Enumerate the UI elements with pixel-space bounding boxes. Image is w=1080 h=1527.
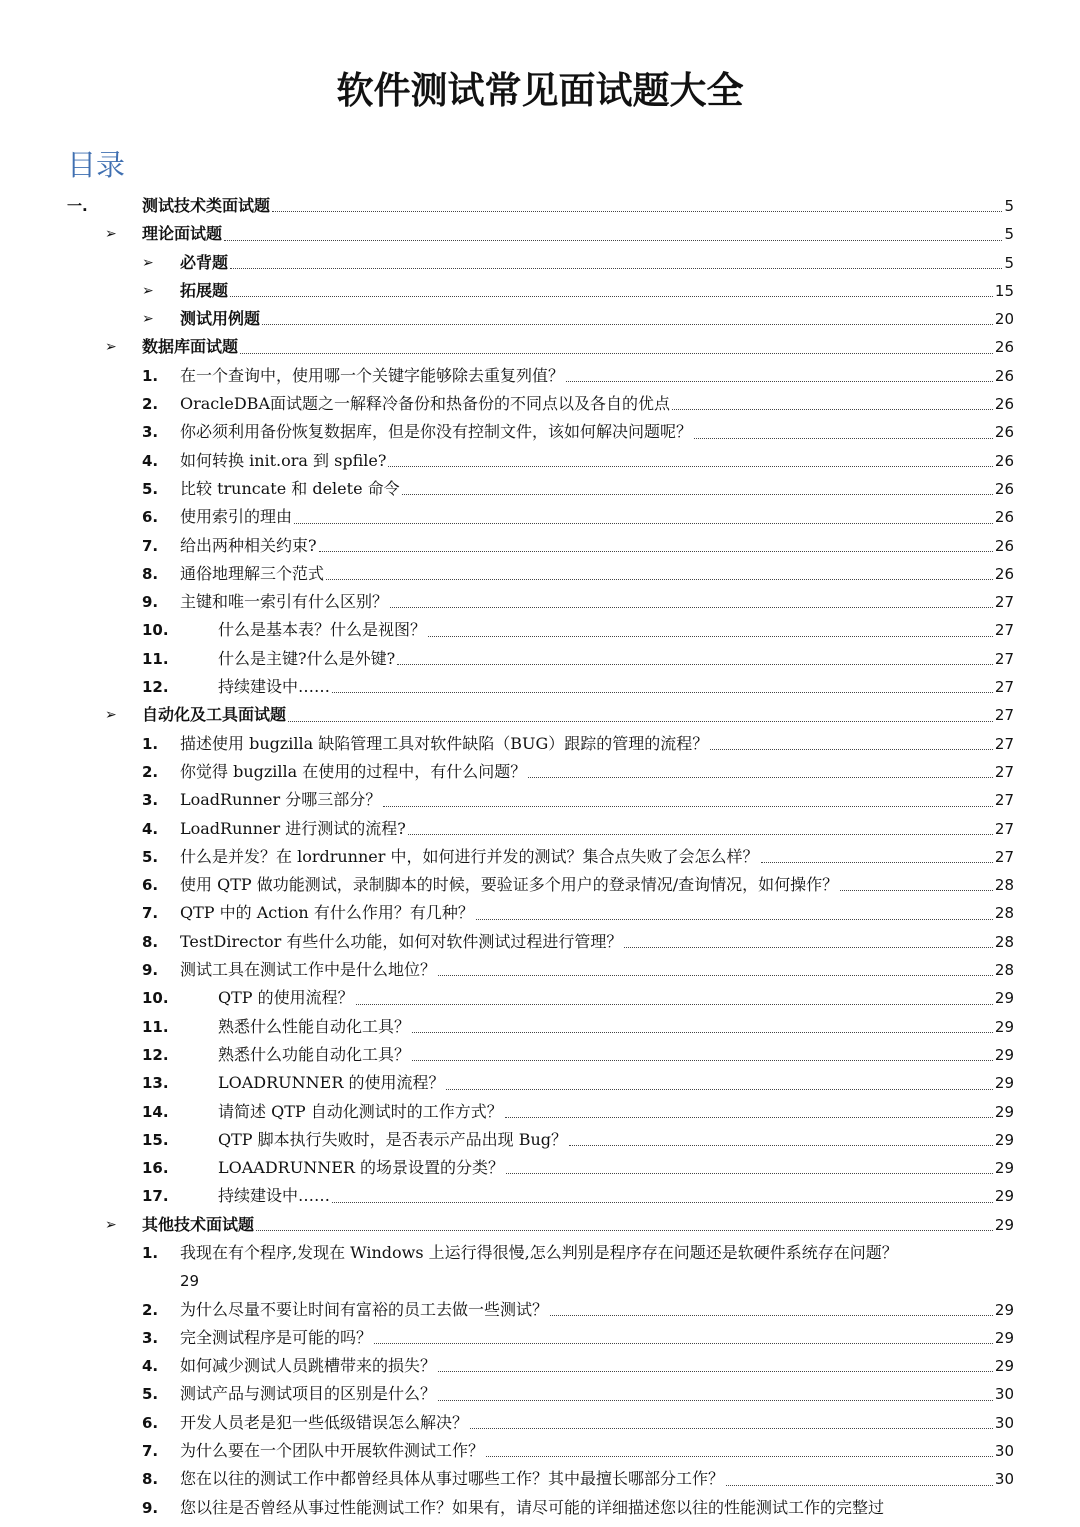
arrow-bullet-icon: ➢ xyxy=(105,707,117,724)
dot-leader xyxy=(840,889,993,891)
toc-entry[interactable] xyxy=(0,645,1080,673)
toc-entry-number: 2. xyxy=(142,1300,159,1319)
toc-entry-number: 11. xyxy=(142,649,169,668)
toc-entry-number: 3. xyxy=(142,791,159,810)
toc-entry-title: 测试工具在测试工作中是什么地位？ xyxy=(180,960,437,980)
toc-entry-page: 29 xyxy=(994,1102,1014,1121)
toc-entry[interactable] xyxy=(0,1013,1080,1041)
dot-leader xyxy=(476,918,993,920)
toc-entry-page: 28 xyxy=(994,904,1014,923)
toc-entry-number: 4. xyxy=(142,1357,159,1376)
toc-entry-number: 5. xyxy=(142,847,159,866)
toc-entry-number: 6. xyxy=(142,508,159,527)
dot-leader xyxy=(356,1003,993,1005)
toc-entry-page: 28 xyxy=(994,932,1014,951)
toc-entry-page: 20 xyxy=(994,310,1014,329)
toc-entry-title: QTP 的使用流程？ xyxy=(218,988,354,1008)
toc-entry[interactable] xyxy=(0,843,1080,871)
toc-entry-title: 为什么要在一个团队中开展软件测试工作？ xyxy=(180,1441,485,1461)
toc-entry[interactable] xyxy=(0,899,1080,927)
toc-entry-page: 29 xyxy=(994,1130,1014,1149)
toc-entry-number: 12. xyxy=(142,678,169,697)
toc-entry-page: 29 xyxy=(994,1187,1014,1206)
toc-entry[interactable] xyxy=(0,1409,1080,1437)
toc-entry-title: 请简述 QTP 自动化测试时的工作方式？ xyxy=(218,1101,503,1121)
toc-entry[interactable] xyxy=(0,1465,1080,1493)
toc-entry-title: 你觉得 bugzilla 在使用的过程中，有什么问题？ xyxy=(180,761,527,781)
toc-entry-page: 27 xyxy=(994,791,1014,810)
dot-leader xyxy=(694,437,993,439)
toc-entry-title: LOADRUNNER 的使用流程？ xyxy=(218,1073,445,1093)
toc-entry-title: 自动化及工具面试题 xyxy=(142,705,287,725)
toc-entry[interactable] xyxy=(0,220,1080,248)
toc-entry[interactable] xyxy=(0,928,1080,956)
dot-leader xyxy=(408,833,993,835)
dot-leader xyxy=(506,1172,993,1174)
toc-entry-page: 26 xyxy=(994,451,1014,470)
toc-entry-number: 6. xyxy=(142,1413,159,1432)
toc-entry[interactable] xyxy=(0,1041,1080,1069)
dot-leader xyxy=(761,861,993,863)
toc-entry[interactable] xyxy=(0,701,1080,729)
arrow-bullet-icon: ➢ xyxy=(142,282,154,299)
toc-entry-number: 4. xyxy=(142,819,159,838)
toc-entry[interactable] xyxy=(0,1494,1080,1522)
toc-entry-title: 测试用例题 xyxy=(180,309,261,329)
toc-entry-number: 17. xyxy=(142,1187,169,1206)
toc-entry-title: 其他技术面试题 xyxy=(142,1214,255,1234)
toc-entry[interactable] xyxy=(0,758,1080,786)
dot-leader xyxy=(446,1088,992,1090)
dot-leader xyxy=(390,606,993,608)
dot-leader xyxy=(224,239,1002,241)
toc-entry[interactable] xyxy=(0,192,1080,220)
toc-entry-page: 30 xyxy=(994,1413,1014,1432)
toc-entry-number: 3. xyxy=(142,1328,159,1347)
toc-entry-number: 5. xyxy=(142,479,159,498)
toc-entry-title: 什么是主键?什么是外键? xyxy=(218,648,396,668)
toc-entry-page: 30 xyxy=(994,1442,1014,1461)
toc-entry[interactable] xyxy=(0,447,1080,475)
toc-entry-number: 4. xyxy=(142,451,159,470)
toc-entry-page: 26 xyxy=(994,338,1014,357)
toc-entry-page: 29 xyxy=(994,1159,1014,1178)
toc-entry-title: 理论面试题 xyxy=(142,224,223,244)
dot-leader xyxy=(397,663,993,665)
toc-entry-page: 15 xyxy=(994,281,1014,300)
toc-entry[interactable] xyxy=(0,475,1080,503)
dot-leader xyxy=(288,720,993,722)
dot-leader xyxy=(240,352,993,354)
toc-entry-title: 比较 truncate 和 delete 命令 xyxy=(180,478,400,498)
toc-entry-number: 10. xyxy=(142,621,169,640)
toc-entry-number: 13. xyxy=(142,1074,169,1093)
toc-entry[interactable] xyxy=(0,333,1080,361)
toc-entry-page: 27 xyxy=(994,819,1014,838)
arrow-bullet-icon: ➢ xyxy=(142,311,154,328)
toc-entry[interactable] xyxy=(0,673,1080,701)
toc-entry-title: 测试产品与测试项目的区别是什么？ xyxy=(180,1384,437,1404)
dot-leader xyxy=(412,1059,993,1061)
toc-entry-title: TestDirector 有些什么功能，如何对软件测试过程进行管理？ xyxy=(180,931,623,951)
toc-entry-page: 26 xyxy=(994,423,1014,442)
dot-leader xyxy=(272,210,1002,212)
toc-entry-title: OracleDBA面试题之一解释冷备份和热备份的不同点以及各自的优点 xyxy=(180,394,670,414)
toc-entry-number: 8. xyxy=(142,1470,159,1489)
toc-entry-title: 如何转换 init.ora 到 spfile? xyxy=(180,450,387,470)
toc-entry-title: LOAADRUNNER 的场景设置的分类？ xyxy=(218,1158,505,1178)
toc-entry-number: 11. xyxy=(142,1017,169,1036)
toc-entry[interactable] xyxy=(0,588,1080,616)
toc-entry-page: 27 xyxy=(994,706,1014,725)
toc-entry[interactable] xyxy=(0,730,1080,758)
dot-leader xyxy=(319,550,993,552)
toc-entry-page: 28 xyxy=(994,876,1014,895)
dot-leader xyxy=(332,1201,993,1203)
dot-leader xyxy=(486,1455,993,1457)
toc-entry-title: 你必须利用备份恢复数据库，但是你没有控制文件，该如何解决问题呢？ xyxy=(180,422,693,442)
toc-entry-page: 29 xyxy=(994,1017,1014,1036)
toc-entry-title: QTP 脚本执行失败时，是否表示产品出现 Bug？ xyxy=(218,1129,568,1149)
toc-entry-title: 持续建设中…… xyxy=(218,1186,331,1206)
toc-entry-page: 27 xyxy=(994,593,1014,612)
dot-leader xyxy=(438,974,993,976)
toc-entry[interactable] xyxy=(0,249,1080,277)
toc-entry-page: 29 xyxy=(994,1357,1014,1376)
toc-entry-number: 10. xyxy=(142,989,169,1008)
toc-entry-page: 26 xyxy=(994,564,1014,583)
toc-entry-number: 5. xyxy=(142,1385,159,1404)
toc-entry-page: 29 xyxy=(180,1272,200,1291)
dot-leader xyxy=(569,1144,993,1146)
toc-entry-number: 7. xyxy=(142,904,159,923)
toc-entry-title: 如何减少测试人员跳槽带来的损失？ xyxy=(180,1356,437,1376)
toc-entry-title: 数据库面试题 xyxy=(142,337,239,357)
toc-entry-number: 1. xyxy=(142,1243,159,1262)
dot-leader xyxy=(726,1484,993,1486)
dot-leader xyxy=(256,1229,993,1231)
toc-entry-page: 5 xyxy=(1004,253,1014,272)
toc-entry-number: 16. xyxy=(142,1159,169,1178)
dot-leader xyxy=(332,691,993,693)
toc-entry[interactable] xyxy=(0,305,1080,333)
toc-entry-page: 27 xyxy=(994,847,1014,866)
toc-entry-page: 27 xyxy=(994,734,1014,753)
toc-entry-page: 29 xyxy=(994,1045,1014,1064)
toc-entry[interactable] xyxy=(0,1182,1080,1210)
toc-entry-title: 测试技术类面试题 xyxy=(142,196,271,215)
toc-entry[interactable] xyxy=(0,532,1080,560)
toc-entry-number: 3. xyxy=(142,423,159,442)
toc-entry-title: 什么是基本表？什么是视图？ xyxy=(218,620,427,640)
toc-entry-page: 27 xyxy=(994,678,1014,697)
toc-entry[interactable] xyxy=(0,616,1080,644)
dot-leader xyxy=(566,380,993,382)
toc-entry[interactable] xyxy=(0,1211,1080,1239)
toc-entry-number: 9. xyxy=(142,1498,159,1517)
toc-entry-number: 7. xyxy=(142,1442,159,1461)
toc-entry-page: 26 xyxy=(994,479,1014,498)
toc-entry-number: 1. xyxy=(142,734,159,753)
toc-entry-title: 给出两种相关约束? xyxy=(180,535,317,555)
toc-entry-number: 一. xyxy=(67,197,88,215)
toc-entry-number: 6. xyxy=(142,876,159,895)
arrow-bullet-icon: ➢ xyxy=(105,339,117,356)
toc-entry[interactable] xyxy=(0,871,1080,899)
toc-entry-number: 12. xyxy=(142,1045,169,1064)
dot-leader xyxy=(412,1031,993,1033)
toc-entry[interactable] xyxy=(0,815,1080,843)
toc-entry-title: 您在以往的测试工作中都曾经具体从事过哪些工作？其中最擅长哪部分工作？ xyxy=(180,1469,725,1489)
toc-entry[interactable] xyxy=(0,362,1080,390)
table-of-contents xyxy=(0,192,1080,1522)
toc-entry-page: 5 xyxy=(1004,225,1014,244)
toc-entry-number: 9. xyxy=(142,961,159,980)
toc-entry-title: 您以往是否曾经从事过性能测试工作？如果有，请尽可能的详细描述您以往的性能测试工作的完整过 xyxy=(180,1497,885,1517)
dot-leader xyxy=(230,267,1002,269)
dot-leader xyxy=(326,578,993,580)
toc-entry-page: 29 xyxy=(994,1215,1014,1234)
dot-leader xyxy=(262,323,993,325)
dot-leader xyxy=(402,493,993,495)
toc-entry[interactable] xyxy=(0,1126,1080,1154)
toc-entry-title: 熟悉什么功能自动化工具？ xyxy=(218,1044,411,1064)
toc-entry[interactable] xyxy=(0,1352,1080,1380)
toc-entry-page: 27 xyxy=(994,621,1014,640)
toc-entry-title: LoadRunner 分哪三部分？ xyxy=(180,790,382,810)
toc-entry-page: 29 xyxy=(994,989,1014,1008)
toc-entry-page: 26 xyxy=(994,536,1014,555)
dot-leader xyxy=(428,635,993,637)
toc-entry-title: 持续建设中…… xyxy=(218,677,331,697)
toc-entry[interactable] xyxy=(0,956,1080,984)
dot-leader xyxy=(470,1427,993,1429)
toc-entry-title: LoadRunner 进行测试的流程? xyxy=(180,818,406,838)
toc-entry-title: QTP 中的 Action 有什么作用？有几种？ xyxy=(180,903,474,923)
dot-leader xyxy=(230,295,993,297)
toc-entry-title: 开发人员老是犯一些低级错误怎么解决？ xyxy=(180,1412,469,1432)
toc-entry-number: 14. xyxy=(142,1102,169,1121)
dot-leader xyxy=(710,748,993,750)
toc-entry-page: 26 xyxy=(994,395,1014,414)
toc-entry-title: 完全测试程序是可能的吗？ xyxy=(180,1327,373,1347)
toc-entry-number: 2. xyxy=(142,762,159,781)
toc-entry[interactable] xyxy=(0,786,1080,814)
toc-entry[interactable] xyxy=(0,390,1080,418)
toc-entry-page: 30 xyxy=(994,1470,1014,1489)
dot-leader xyxy=(438,1399,993,1401)
dot-leader xyxy=(388,465,992,467)
dot-leader xyxy=(624,946,993,948)
toc-entry-page: 29 xyxy=(994,1074,1014,1093)
toc-entry[interactable] xyxy=(0,1380,1080,1408)
toc-entry-page: 26 xyxy=(994,508,1014,527)
toc-entry[interactable] xyxy=(0,1069,1080,1097)
dot-leader xyxy=(383,805,993,807)
toc-entry[interactable] xyxy=(0,1239,1080,1296)
dot-leader xyxy=(438,1370,993,1372)
toc-entry-title: 通俗地理解三个范式 xyxy=(180,563,325,583)
toc-entry-page: 30 xyxy=(994,1385,1014,1404)
toc-entry[interactable] xyxy=(0,277,1080,305)
toc-entry-page: 5 xyxy=(1004,197,1014,215)
toc-entry[interactable] xyxy=(0,560,1080,588)
toc-entry-title: 为什么尽量不要让时间有富裕的员工去做一些测试？ xyxy=(180,1299,549,1319)
toc-entry[interactable] xyxy=(0,418,1080,446)
toc-entry[interactable] xyxy=(0,503,1080,531)
toc-entry[interactable] xyxy=(0,1296,1080,1324)
toc-entry-page: 28 xyxy=(994,961,1014,980)
toc-entry-title: 什么是并发？在 lordrunner 中，如何进行并发的测试？集合点失败了会怎么样？ xyxy=(180,846,759,866)
dot-leader xyxy=(374,1342,993,1344)
toc-entry-page: 29 xyxy=(994,1300,1014,1319)
toc-entry-title: 使用 QTP 做功能测试，录制脚本的时候，要验证多个用户的登录情况/查询情况，如何操作？ xyxy=(180,875,839,895)
toc-entry-title: 熟悉什么性能自动化工具？ xyxy=(218,1016,411,1036)
toc-entry-number: 1. xyxy=(142,366,159,385)
document-title: 软件测试常见面试题大全 xyxy=(336,69,744,112)
toc-entry-page: 27 xyxy=(994,762,1014,781)
toc-entry-title: 描述使用 bugzilla 缺陷管理工具对软件缺陷（BUG）跟踪的管理的流程？ xyxy=(180,733,709,753)
toc-heading: 目录 xyxy=(67,148,126,182)
dot-leader xyxy=(550,1314,993,1316)
toc-entry-title: 我现在有个程序,发现在 Windows 上运行得很慢,怎么判别是程序存在问题还是软硬件系统存在问题？ xyxy=(180,1242,898,1262)
toc-entry-title: 主键和唯一索引有什么区别？ xyxy=(180,592,389,612)
arrow-bullet-icon: ➢ xyxy=(105,1216,117,1233)
arrow-bullet-icon: ➢ xyxy=(105,226,117,243)
dot-leader xyxy=(294,522,993,524)
toc-entry-page: 26 xyxy=(994,366,1014,385)
toc-entry-number: 8. xyxy=(142,564,159,583)
toc-entry-number: 7. xyxy=(142,536,159,555)
toc-entry-number: 8. xyxy=(142,932,159,951)
toc-entry-number: 2. xyxy=(142,395,159,414)
arrow-bullet-icon: ➢ xyxy=(142,254,154,271)
toc-entry[interactable] xyxy=(0,1437,1080,1465)
toc-entry-title: 在一个查询中，使用哪一个关键字能够除去重复列值？ xyxy=(180,365,565,385)
toc-entry-number: 15. xyxy=(142,1130,169,1149)
toc-entry-number: 9. xyxy=(142,593,159,612)
toc-entry[interactable] xyxy=(0,1154,1080,1182)
toc-entry[interactable] xyxy=(0,1098,1080,1126)
dot-leader xyxy=(505,1116,993,1118)
toc-entry-title: 拓展题 xyxy=(180,280,229,300)
toc-entry-title: 必背题 xyxy=(180,252,229,272)
toc-entry[interactable] xyxy=(0,984,1080,1012)
dot-leader xyxy=(528,776,993,778)
toc-entry-page: 29 xyxy=(994,1328,1014,1347)
dot-leader xyxy=(672,408,993,410)
toc-entry-title: 使用索引的理由 xyxy=(180,507,293,527)
toc-entry[interactable] xyxy=(0,1324,1080,1352)
toc-entry-page: 27 xyxy=(994,649,1014,668)
